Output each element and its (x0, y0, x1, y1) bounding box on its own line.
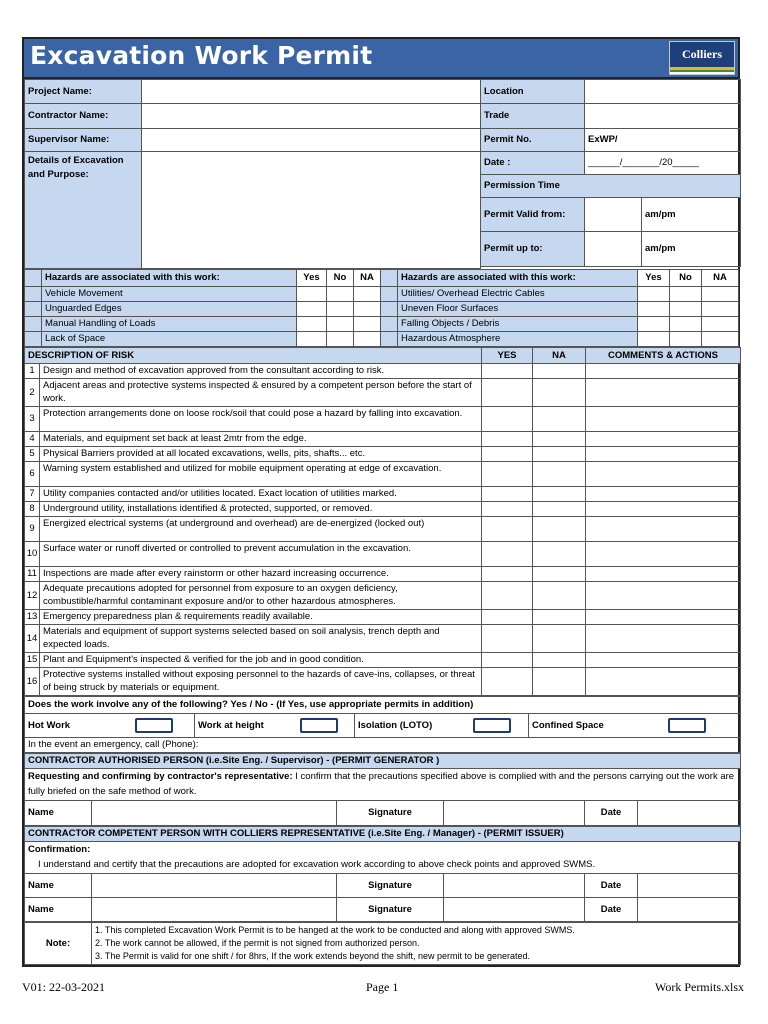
risk-number: 8 (25, 502, 40, 517)
hazards-no-header: No (327, 270, 354, 287)
confined-space-label: Confined Space (529, 714, 635, 738)
risk-na-cell[interactable] (533, 610, 586, 625)
issuer-statement: Confirmation: I understand and certify that the precautions are adopted for excavation work according to above check points and approved SWMS. (25, 842, 741, 874)
risk-row (25, 407, 741, 432)
risk-description: Adequate precautions adopted for personnel from exposure to an oxygen deficiency, combustible/harmful contaminant exposure and/or to other hazardous atmospheres. (40, 582, 482, 610)
risk-yes-cell[interactable] (482, 502, 533, 517)
generator-header: CONTRACTOR AUTHORISED PERSON (i.e.Site Eng. / Supervisor) - (PERMIT GENERATOR ) (25, 754, 741, 769)
issuer-date-field[interactable] (638, 898, 741, 922)
hazard-item: Vehicle Movement (42, 287, 297, 302)
risk-comments-cell[interactable] (586, 432, 741, 447)
risk-number: 4 (25, 432, 40, 447)
permit-no-field[interactable]: ExWP/ (585, 129, 741, 152)
permit-no-label: Permit No. (481, 129, 585, 152)
note-text (92, 923, 741, 965)
issuer-signature-field[interactable] (444, 874, 585, 898)
note-label: Note: (25, 923, 92, 965)
work-at-height-checkbox[interactable] (300, 718, 338, 733)
risk-yes-cell[interactable] (482, 364, 533, 379)
risk-row (25, 625, 741, 653)
risk-yes-cell[interactable] (482, 567, 533, 582)
issuer-signature-label: Signature (337, 898, 444, 922)
contractor-name-label: Contractor Name: (25, 104, 142, 129)
issuer-name-label: Name (25, 874, 92, 898)
risk-header: DESCRIPTION OF RISK (25, 348, 482, 364)
valid-up-to-field[interactable] (585, 232, 741, 267)
risk-number: 3 (25, 407, 40, 432)
risk-row (25, 517, 741, 542)
risk-comments-cell[interactable] (586, 625, 741, 653)
risk-yes-cell[interactable] (482, 625, 533, 653)
risk-description: Inspections are made after every rainstorm or other hazard increasing occurrence. (40, 567, 482, 582)
risk-row (25, 542, 741, 567)
hot-work-checkbox[interactable] (135, 718, 173, 733)
hazards-yes-header: Yes (638, 270, 670, 287)
risk-comments-cell[interactable] (586, 542, 741, 567)
risk-comments-cell[interactable] (586, 407, 741, 432)
issuer-date-field[interactable] (638, 874, 741, 898)
risk-number: 5 (25, 447, 40, 462)
risk-row (25, 447, 741, 462)
issuer-date-label: Date (585, 874, 638, 898)
logo-text: Colliers (670, 42, 734, 67)
supervisor-name-field[interactable] (142, 129, 481, 152)
risk-description: Physical Barriers provided at all located excavations, wells, pits, shafts... etc. (40, 447, 482, 462)
issuer-date-label: Date (585, 898, 638, 922)
emergency-line[interactable]: In the event an emergency, call (Phone): (25, 738, 741, 753)
permit-form (22, 37, 740, 967)
risk-row (25, 582, 741, 610)
risk-yes-header: YES (482, 348, 533, 364)
footer-version: V01: 22-03-2021 (22, 980, 105, 994)
issuer-name-label: Name (25, 898, 92, 922)
involve-table (24, 696, 741, 753)
risk-row (25, 462, 741, 487)
generator-name-label: Name (25, 801, 92, 826)
risk-comments-header: COMMENTS & ACTIONS (586, 348, 741, 364)
risk-number: 13 (25, 610, 40, 625)
risk-comments-cell[interactable] (586, 364, 741, 379)
risk-number: 14 (25, 625, 40, 653)
risk-description: Plant and Equipment's inspected & verified for the job and in good condition. (40, 653, 482, 668)
risk-yes-cell[interactable] (482, 432, 533, 447)
risk-comments-cell[interactable] (586, 653, 741, 668)
generator-signature-label: Signature (337, 801, 444, 826)
note-table (24, 922, 741, 965)
confined-space-checkbox[interactable] (668, 718, 706, 733)
risk-na-cell[interactable] (533, 447, 586, 462)
risk-description: Warning system established and utilized for mobile equipment operating at edge of excavation. (40, 462, 482, 487)
risk-yes-cell[interactable] (482, 542, 533, 567)
issuer-name-field[interactable] (92, 874, 337, 898)
project-info-table (24, 79, 741, 269)
risk-yes-cell[interactable] (482, 610, 533, 625)
risk-na-cell[interactable] (533, 487, 586, 502)
project-name-field[interactable] (142, 80, 481, 104)
risk-yes-cell[interactable] (482, 447, 533, 462)
risk-number: 9 (25, 517, 40, 542)
risk-row (25, 364, 741, 379)
risk-na-cell[interactable] (533, 432, 586, 447)
risk-number: 15 (25, 653, 40, 668)
hazards-header-right: Hazards are associated with this work: (398, 270, 638, 287)
note-line: 1. This completed Excavation Work Permit is to be hanged at the work to be conducted and along with approved SWMS. (95, 925, 575, 935)
generator-statement: Requesting and confirming by contractor's representative: I confirm that the precautions specified above is complied with and the persons carrying out the work are fully briefed on the safe method of work. (25, 769, 741, 801)
hazard-item: Manual Handling of Loads (42, 317, 297, 332)
valid-from-field[interactable] (585, 198, 741, 232)
risk-comments-cell[interactable] (586, 668, 741, 696)
footer-page: Page 1 (366, 980, 399, 994)
risk-na-header: NA (533, 348, 586, 364)
details-label: Details of Excavation and Purpose: (25, 152, 142, 269)
location-field[interactable] (585, 80, 741, 104)
risk-description: Protection arrangements done on loose rock/soil that could pose a hazard by falling into excavation. (40, 407, 482, 432)
ampm-label: am/pm (645, 208, 676, 220)
risk-yes-cell[interactable] (482, 379, 533, 407)
issuer-name-field[interactable] (92, 898, 337, 922)
risk-number: 16 (25, 668, 40, 696)
generator-signature-field[interactable] (444, 801, 585, 826)
date-label: Date : (481, 152, 585, 175)
risk-description: Emergency preparedness plan & requirements readily available. (40, 610, 482, 625)
hazard-item: Unguarded Edges (42, 302, 297, 317)
risk-number: 6 (25, 462, 40, 487)
valid-from-label: Permit Valid from: (481, 198, 585, 232)
hazards-na-header: NA (702, 270, 739, 287)
risk-number: 2 (25, 379, 40, 407)
generator-date-label: Date (585, 801, 638, 826)
hazards-no-header: No (670, 270, 702, 287)
note-line: 2. The work cannot be allowed, if the permit is not signed from authorized person. (95, 938, 420, 948)
risk-yes-cell[interactable] (482, 582, 533, 610)
risk-description: Underground utility, installations identified & protected, supported, or removed. (40, 502, 482, 517)
risk-row (25, 502, 741, 517)
risk-description: Surface water or runoff diverted or controlled to prevent accumulation in the excavation. (40, 542, 482, 567)
hazard-item: Falling Objects / Debris (398, 317, 638, 332)
hazard-item: Lack of Space (42, 332, 297, 347)
risk-description: Adjacent areas and protective systems inspected & ensured by a competent person before the start of work. (40, 379, 482, 407)
risk-table (24, 347, 741, 696)
issuer-table (24, 826, 741, 922)
risk-row (25, 432, 741, 447)
hazards-na-header: NA (354, 270, 381, 287)
issuer-signature-label: Signature (337, 874, 444, 898)
risk-description: Materials and equipment of support systems selected based on soil analysis, trench depth and expected loads. (40, 625, 482, 653)
risk-comments-cell[interactable] (586, 462, 741, 487)
risk-number: 11 (25, 567, 40, 582)
risk-na-cell[interactable] (533, 502, 586, 517)
risk-number: 1 (25, 364, 40, 379)
issuer-signature-field[interactable] (444, 898, 585, 922)
risk-description: Materials, and equipment set back at least 2mtr from the edge. (40, 432, 482, 447)
risk-na-cell[interactable] (533, 517, 586, 542)
colliers-logo (669, 41, 735, 75)
hot-work-label: Hot Work (25, 714, 115, 738)
involve-question: Does the work involve any of the following? Yes / No - (If Yes, use appropriate permits in addition) (25, 697, 741, 714)
risk-description: Design and method of excavation approved from the consultant according to risk. (40, 364, 482, 379)
risk-na-cell[interactable] (533, 668, 586, 696)
trade-field[interactable] (585, 104, 741, 129)
date-field[interactable]: ______/_______/20_____ (585, 152, 741, 175)
risk-comments-cell[interactable] (586, 517, 741, 542)
risk-number: 12 (25, 582, 40, 610)
work-at-height-label: Work at height (195, 714, 285, 738)
hazard-item: Hazardous Atmosphere (398, 332, 638, 347)
risk-description: Utility companies contacted and/or utilities located. Exact location of utilities marked. (40, 487, 482, 502)
ampm-label: am/pm (645, 243, 676, 254)
generator-table (24, 753, 741, 826)
risk-row (25, 379, 741, 407)
location-label: Location (481, 80, 585, 104)
risk-na-cell[interactable] (533, 407, 586, 432)
details-field[interactable] (142, 152, 481, 269)
risk-yes-cell[interactable] (482, 462, 533, 487)
generator-name-field[interactable] (92, 801, 337, 826)
permission-time-label: Permission Time (481, 175, 741, 198)
risk-na-cell[interactable] (533, 567, 586, 582)
risk-na-cell[interactable] (533, 379, 586, 407)
contractor-name-field[interactable] (142, 104, 481, 129)
risk-description: Energized electrical systems (at underground and overhead) are de-energized (locked out) (40, 517, 482, 542)
risk-row (25, 668, 741, 696)
risk-comments-cell[interactable] (586, 487, 741, 502)
risk-na-cell[interactable] (533, 582, 586, 610)
risk-na-cell[interactable] (533, 364, 586, 379)
risk-na-cell[interactable] (533, 625, 586, 653)
project-name-label: Project Name: (25, 80, 142, 104)
page-title: Excavation Work Permit (30, 41, 373, 70)
risk-yes-cell[interactable] (482, 668, 533, 696)
hazard-item: Uneven Floor Surfaces (398, 302, 638, 317)
isolation-label: Isolation (LOTO) (355, 714, 457, 738)
risk-yes-cell[interactable] (482, 653, 533, 668)
risk-yes-cell[interactable] (482, 407, 533, 432)
risk-comments-cell[interactable] (586, 379, 741, 407)
risk-number: 7 (25, 487, 40, 502)
risk-row (25, 487, 741, 502)
issuer-header: CONTRACTOR COMPETENT PERSON WITH COLLIERS REPRESENTATIVE (i.e.Site Eng. / Manager) - (PERMIT ISSUER) (25, 827, 741, 842)
risk-row (25, 610, 741, 625)
risk-na-cell[interactable] (533, 653, 586, 668)
risk-yes-cell[interactable] (482, 517, 533, 542)
risk-comments-cell[interactable] (586, 582, 741, 610)
note-line: 3. The Permit is valid for one shift / for 8hrs, If the work extends beyond the shift, new permit to be generated. (95, 951, 531, 961)
risk-na-cell[interactable] (533, 542, 586, 567)
risk-number: 10 (25, 542, 40, 567)
hazards-table (24, 269, 739, 347)
trade-label: Trade (481, 104, 585, 129)
risk-row (25, 653, 741, 668)
generator-date-field[interactable] (638, 801, 741, 826)
risk-comments-cell[interactable] (586, 447, 741, 462)
risk-comments-cell[interactable] (586, 502, 741, 517)
footer-file: Work Permits.xlsx (654, 980, 744, 994)
hazards-yes-header: Yes (297, 270, 327, 287)
risk-comments-cell[interactable] (586, 610, 741, 625)
risk-yes-cell[interactable] (482, 487, 533, 502)
valid-up-to-label: Permit up to: (481, 232, 585, 267)
risk-description: Protective systems installed without exposing personnel to the hazards of cave-ins, collapses, or threat of being struck by materials or equipment. (40, 668, 482, 696)
isolation-checkbox[interactable] (473, 718, 511, 733)
hazards-header-left: Hazards are associated with this work: (42, 270, 297, 287)
risk-row (25, 567, 741, 582)
risk-na-cell[interactable] (533, 462, 586, 487)
risk-comments-cell[interactable] (586, 567, 741, 582)
hazard-item: Utilities/ Overhead Electric Cables (398, 287, 638, 302)
supervisor-name-label: Supervisor Name: (25, 129, 142, 152)
form-header (24, 39, 738, 79)
